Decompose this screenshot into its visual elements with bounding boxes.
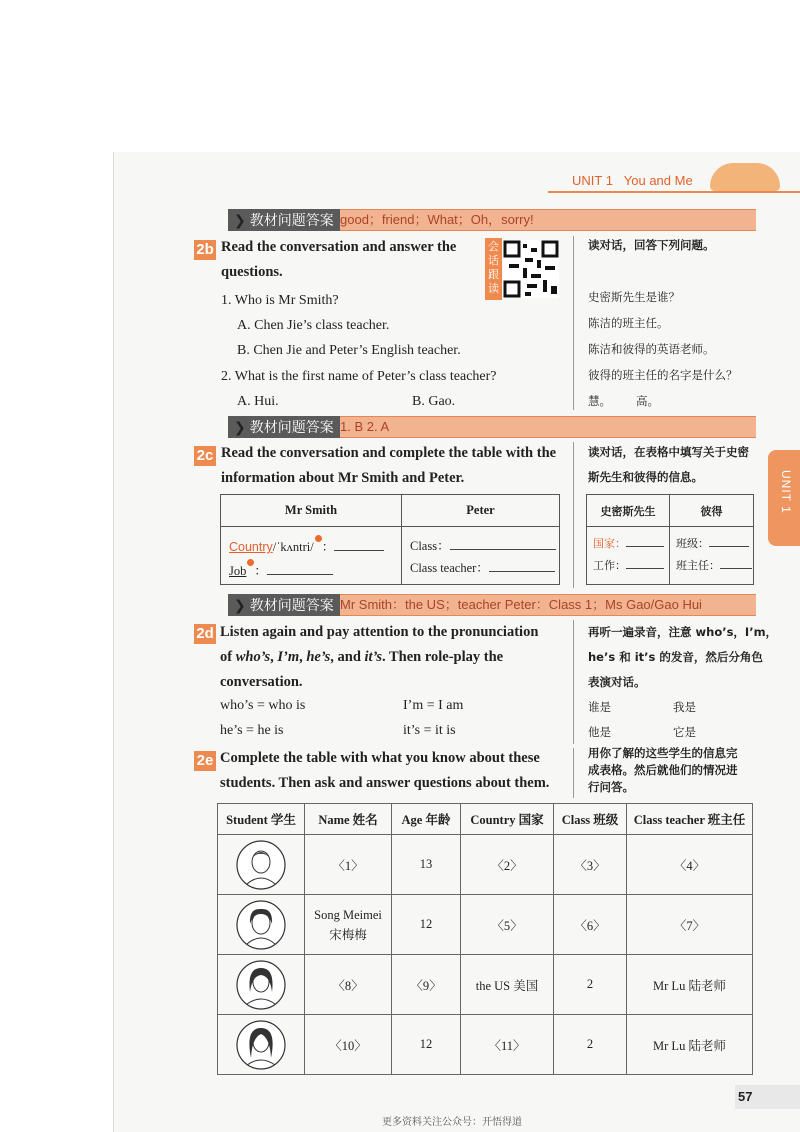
audio-dot-icon <box>247 559 254 566</box>
contraction-1b: I’m = I am <box>403 698 464 713</box>
zh-q2: 彼得的班主任的名字是什么？ <box>588 368 738 382</box>
exercise-badge-2b: 2b <box>194 240 216 260</box>
cell-class: 2 <box>554 1015 627 1075</box>
qr-code-icon[interactable] <box>503 240 559 298</box>
boy-avatar-icon <box>235 838 287 892</box>
mr-smith-cell: Country/ˈkʌntri/ ： Job ： <box>221 527 402 585</box>
q2-option-a: A. Hui. <box>237 394 279 409</box>
cell-class-teacher: 〈7〉 <box>627 895 753 955</box>
girl-avatar-icon <box>235 898 287 952</box>
th-age: Age 年龄 <box>392 804 461 835</box>
q1: 1. Who is Mr Smith? <box>221 293 339 308</box>
cell-name: 〈1〉 <box>305 835 392 895</box>
contraction-1a: who’s = who is <box>220 698 306 713</box>
zh-q2a: 慧。 <box>588 394 611 408</box>
q1-option-b: B. Chen Jie and Peter’s English teacher. <box>237 343 461 358</box>
column-divider <box>573 442 574 588</box>
zh-2c-title-1: 读对话，在表格中填写关于史密 <box>588 445 749 459</box>
zh-q2b: 高。 <box>636 394 659 408</box>
info-table-2c <box>220 494 560 585</box>
answer-bar-1 <box>228 209 756 231</box>
exercise-2e-title: Complete the table with what you know about these students. Then ask and answer questions about them. <box>220 750 550 791</box>
th-name: Name 姓名 <box>305 804 392 835</box>
zh-cell-2: 班级： 班主任： <box>670 527 754 585</box>
class-blank[interactable] <box>450 549 556 550</box>
zh-q1: 史密斯先生是谁？ <box>588 290 680 304</box>
th-country: Country 国家 <box>461 804 554 835</box>
table-row <box>218 1015 753 1075</box>
class-teacher-label: Class teacher： <box>410 561 489 575</box>
exercise-2b-title: Read the conversation and answer the questions. <box>221 239 457 280</box>
answer-text-1: good；friend；What；Oh，sorry! <box>340 212 534 227</box>
col-mr-smith: Mr Smith <box>221 495 402 527</box>
exercise-2c-title: Read the conversation and complete the table with the information about Mr Smith and Peter. <box>221 445 557 486</box>
zh-2d-2: he’s 和 it’s 的发音，然后分角色 <box>588 650 763 664</box>
zh-col-1: 史密斯先生 <box>587 495 670 527</box>
cell-country: 〈5〉 <box>461 895 554 955</box>
cell-country: 〈2〉 <box>461 835 554 895</box>
cell-class-teacher: Mr Lu 陆老师 <box>627 1015 753 1075</box>
student-avatar <box>218 1015 305 1075</box>
qr-label: 会话跟读 <box>485 238 502 300</box>
zh-c2a: 他是 <box>588 725 611 739</box>
header-ornament-icon <box>710 163 780 191</box>
exercise-badge-2e: 2e <box>194 751 216 771</box>
exercise-2d-title: Listen again and pay attention to the pronunciation of who’s, I’m, he’s, and it’s. Then role-play the conversation. <box>220 624 539 690</box>
zh-2b-title: 读对话，回答下列问题。 <box>588 238 715 252</box>
zh-cell-1: 国家： 工作： <box>587 527 670 585</box>
table-row <box>218 895 753 955</box>
exercise-badge-2c: 2c <box>194 446 216 466</box>
cell-age: 12 <box>392 895 461 955</box>
zh-c1a: 谁是 <box>588 700 611 714</box>
zh-2d-1: 再听一遍录音，注意 who’s，I’m， <box>588 625 778 639</box>
country-phonetic: /ˈkʌntri/ <box>272 540 314 554</box>
cell-name: 〈10〉 <box>305 1015 392 1075</box>
job-label: Job <box>229 564 247 578</box>
contraction-2a: he’s = he is <box>220 723 284 738</box>
cell-age: 12 <box>392 1015 461 1075</box>
column-divider <box>573 748 574 798</box>
student-avatar <box>218 895 305 955</box>
th-student: Student 学生 <box>218 804 305 835</box>
answer-tag: ❯ 教材问题答案 <box>228 594 340 616</box>
answer-tag: ❯ 教材问题答案 <box>228 209 340 231</box>
zh-col-2: 彼得 <box>670 495 754 527</box>
contraction-2b: it’s = it is <box>403 723 456 738</box>
zh-q1a: 陈洁的班主任。 <box>588 316 669 330</box>
zh-2e: 用你了解的这些学生的信息完 成表格。然后就他们的情况进 行问答。 <box>588 746 738 794</box>
page-number: 57 <box>738 1089 753 1104</box>
header-rule <box>548 191 800 193</box>
student-avatar <box>218 955 305 1015</box>
cell-class: 2 <box>554 955 627 1015</box>
audio-dot-icon <box>315 535 322 542</box>
answer-text-2: 1. B 2. A <box>340 419 390 434</box>
column-divider <box>573 620 574 744</box>
th-class: Class 班级 <box>554 804 627 835</box>
girl-avatar-icon <box>235 958 287 1012</box>
cell-age: 13 <box>392 835 461 895</box>
table-row <box>218 955 753 1015</box>
zh-2d-3: 表演对话。 <box>588 675 646 689</box>
peter-cell <box>402 527 560 585</box>
exercise-badge-2d: 2d <box>194 624 216 644</box>
q1-option-a: A. Chen Jie’s class teacher. <box>237 318 390 333</box>
job-blank[interactable] <box>267 574 333 575</box>
zh-info-table-2c <box>586 494 754 585</box>
column-divider <box>573 236 574 410</box>
girl-avatar-icon <box>235 1018 287 1072</box>
zh-c2b: 它是 <box>673 725 696 739</box>
class-label: Class： <box>410 539 450 553</box>
cell-name: 〈8〉 <box>305 955 392 1015</box>
q2-option-b: B. Gao. <box>412 394 456 409</box>
cell-age: 〈9〉 <box>392 955 461 1015</box>
cell-country: 〈11〉 <box>461 1015 554 1075</box>
table-row <box>218 835 753 895</box>
answer-text-3: Mr Smith：the US；teacher Peter：Class 1；Ms Gao/Gao Hui <box>340 597 702 612</box>
answer-tag: ❯ 教材问题答案 <box>228 416 340 438</box>
student-avatar <box>218 835 305 895</box>
col-peter: Peter <box>402 495 560 527</box>
country-blank[interactable] <box>334 550 384 551</box>
footer-note: 更多资料关注公众号：开悟得道 <box>382 1117 522 1128</box>
students-table <box>217 803 753 1075</box>
class-teacher-blank[interactable] <box>489 571 555 572</box>
cell-class: 〈3〉 <box>554 835 627 895</box>
th-class-teacher: Class teacher 班主任 <box>627 804 753 835</box>
cell-class: 〈6〉 <box>554 895 627 955</box>
zh-q1b: 陈洁和彼得的英语老师。 <box>588 342 715 356</box>
q2: 2. What is the first name of Peter’s class teacher? <box>221 369 497 384</box>
zh-2c-title-2: 斯先生和彼得的信息。 <box>588 470 703 484</box>
cell-country: the US 美国 <box>461 955 554 1015</box>
unit-side-tab-label: UNIT 1 <box>779 470 793 514</box>
cell-class-teacher: 〈4〉 <box>627 835 753 895</box>
answer-bar-2 <box>228 416 756 438</box>
country-label: Country <box>229 540 273 554</box>
answer-bar-3 <box>228 594 756 616</box>
cell-name: Song Meimei 宋梅梅 <box>305 895 392 955</box>
zh-c1b: 我是 <box>673 700 696 714</box>
running-header: UNIT 1 You and Me <box>572 173 693 188</box>
cell-class-teacher: Mr Lu 陆老师 <box>627 955 753 1015</box>
